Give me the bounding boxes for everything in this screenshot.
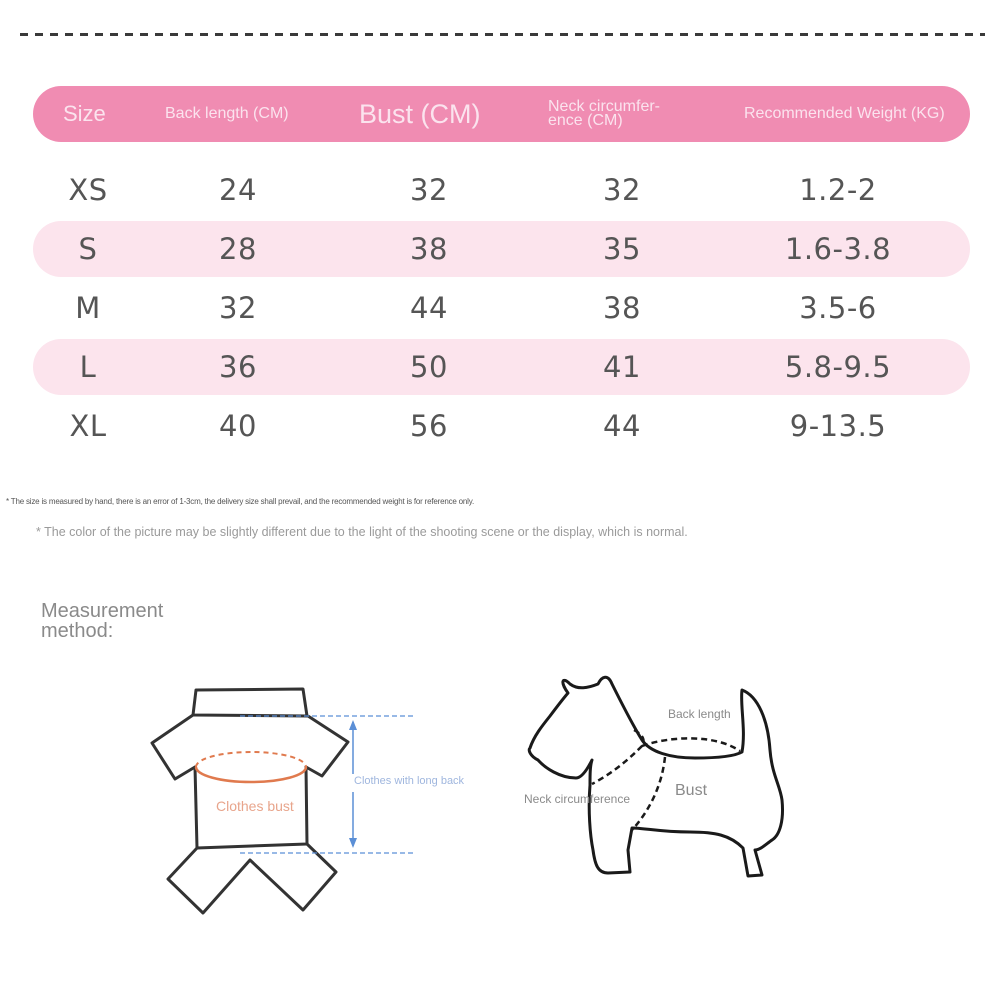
cell-weight: 1.6-3.8 — [784, 232, 892, 266]
color-note: * The color of the picture may be slightly different due to the light of the shooting scene or the display, which is normal. — [36, 525, 688, 539]
clothes-back-length-label: Clothes with long back — [354, 775, 465, 787]
dog-outline-icon — [510, 660, 800, 900]
header-recommended-weight: Recommended Weight (KG) — [744, 105, 945, 122]
cell-neck: 35 — [603, 232, 641, 266]
cell-back-length: 24 — [219, 173, 257, 207]
cell-neck: 41 — [603, 350, 641, 384]
table-row-s — [33, 221, 970, 277]
cell-bust: 44 — [410, 291, 448, 325]
cell-neck: 44 — [603, 409, 641, 443]
clothes-outline-icon — [140, 670, 500, 920]
cell-bust: 32 — [410, 173, 448, 207]
header-size: Size — [63, 101, 106, 126]
bust-label: Bust — [675, 782, 708, 799]
cell-neck: 32 — [603, 173, 641, 207]
table-row-l — [33, 339, 970, 395]
cell-back-length: 36 — [219, 350, 257, 384]
cell-weight: 9-13.5 — [789, 409, 887, 443]
measurement-note: * The size is measured by hand, there is an error of 1-3cm, the delivery size shall prevail, and the recommended weight is for reference only. — [6, 497, 474, 506]
cell-size: S — [78, 232, 98, 266]
cell-size: L — [79, 350, 97, 384]
cell-weight: 5.8-9.5 — [784, 350, 892, 384]
cell-size: XS — [68, 173, 108, 207]
clothes-diagram — [140, 670, 500, 920]
header-neck-circumference: Neck circumfer- ence (CM) — [548, 98, 661, 129]
cell-weight: 1.2-2 — [799, 173, 877, 207]
cell-bust: 38 — [410, 232, 448, 266]
cell-size: XL — [69, 409, 107, 443]
header-bust: Bust (CM) — [359, 98, 481, 129]
table-row-xs — [33, 162, 970, 218]
cell-bust: 50 — [410, 350, 448, 384]
cell-back-length: 28 — [219, 232, 257, 266]
neck-circumference-label: Neck circumference — [524, 792, 631, 806]
table-row-m — [33, 280, 970, 336]
size-chart-header — [33, 86, 970, 142]
dashed-divider — [20, 33, 985, 36]
header-back-length: Back length (CM) — [165, 105, 289, 122]
cell-size: M — [75, 291, 101, 325]
dog-diagram — [510, 660, 800, 900]
clothes-bust-label: Clothes bust — [216, 798, 294, 814]
cell-back-length: 40 — [219, 409, 257, 443]
table-row-xl — [33, 398, 970, 454]
measurement-method-title: Measurement method: — [41, 600, 164, 642]
cell-neck: 38 — [603, 291, 641, 325]
cell-back-length: 32 — [219, 291, 257, 325]
cell-weight: 3.5-6 — [799, 291, 877, 325]
cell-bust: 56 — [410, 409, 448, 443]
back-length-label: Back length — [668, 707, 731, 721]
